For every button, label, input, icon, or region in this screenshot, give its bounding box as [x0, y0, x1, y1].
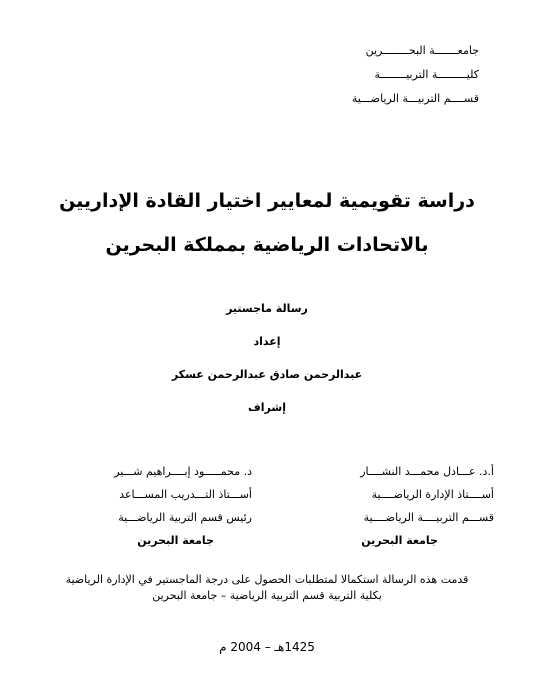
supervisor-1-university: جامعة البحرين [361, 534, 438, 547]
thesis-title-line-2: بالاتحادات الرياضية بمملكة البحرين [105, 234, 429, 256]
department-name: قســــم التربيـــة الرياضـــية [351, 92, 479, 105]
supervisor-1-department: قســـم التربيــــة الرياضــــية [363, 511, 494, 524]
supervisor-1 [294, 465, 494, 557]
submission-statement-line-2: بكلية التربية قسم التربية الرياضية – جامعة البحرين [152, 589, 382, 602]
supervisor-2 [42, 465, 252, 557]
prepared-by-label: إعداد [253, 335, 281, 348]
submission-statement-line-1: قدمت هذه الرسالة استكمالا لمتطلبات الحصول على درجة الماجستير في الإدارة الرياضية [65, 573, 469, 586]
thesis-title-line-1: دراسة تقويمية لمعايير اختيار القادة الإداريين [59, 190, 475, 212]
submission-date: 1425هـ – 2004 م [219, 640, 315, 654]
thesis-type: رسالة ماجستير [226, 302, 308, 315]
supervisor-1-name: أ.د. عـــادل محمـــد النشــــار [360, 465, 494, 478]
supervisor-2-department: رئيس قسم التربية الرياضـــية [118, 511, 252, 524]
college-name: كليـــــــــة التربيــــــــة [374, 68, 479, 81]
author-name: عبدالرحمن صادق عبدالرحمن عسكر [171, 368, 363, 381]
supervisor-2-name: د. محمـــــود إبــــراهيم شـــير [114, 465, 252, 478]
supervision-label: إشراف [248, 401, 286, 414]
supervisor-2-position: أســـتاذ التـــدريب المســـاعد [119, 488, 252, 501]
supervisor-1-position: أســــتاذ الإدارة الرياضــــية [371, 488, 494, 501]
university-name: جامعـــــــة البحــــــــرين [365, 44, 479, 57]
supervisor-2-university: جامعة البحرين [137, 534, 214, 547]
